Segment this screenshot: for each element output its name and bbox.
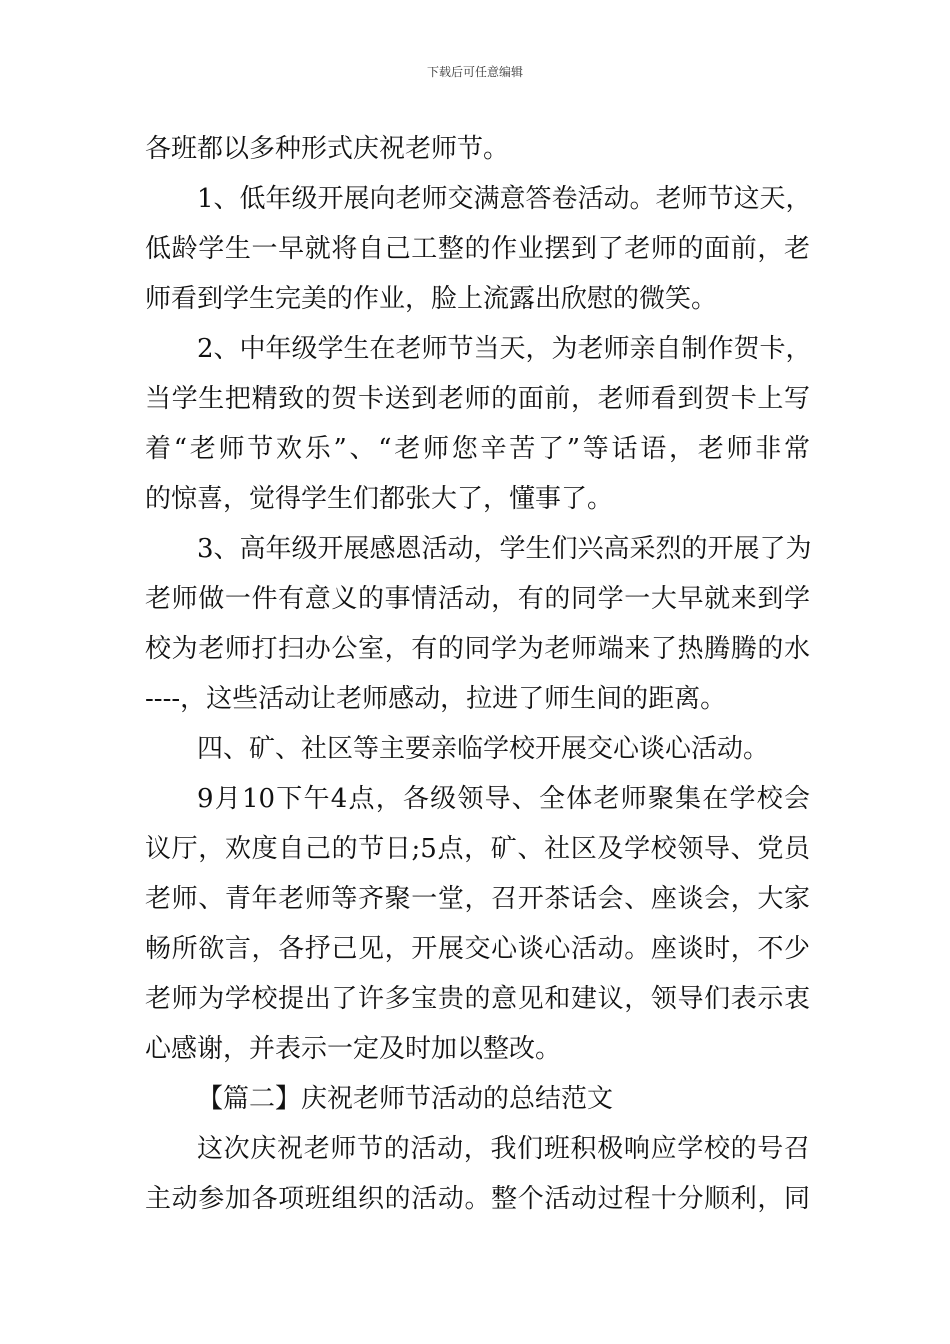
page-header: 下载后可任意编辑 [426,65,523,79]
text-line: 师看到学生完美的作业，脸上流露出欣慰的微笑。 [145,284,718,314]
text-line: 老师为学校提出了许多宝贵的意见和建议，领导们表示衷 [145,984,810,1014]
text-line: 老师、青年老师等齐聚一堂，召开茶话会、座谈会，大家 [145,884,810,914]
text-line: 四、矿、社区等主要亲临学校开展交心谈心活动。 [197,734,770,764]
text-line: 议厅，欢度自己的节日;5点，矿、社区及学校领导、党员 [145,834,810,864]
text-line: 各班都以多种形式庆祝老师节。 [145,134,510,164]
text-line: 主动参加各项班组织的活动。整个活动过程十分顺利，同 [145,1184,810,1214]
text-line: 老师做一件有意义的事情活动，有的同学一大早就来到学 [145,584,810,614]
text-line: 的惊喜，觉得学生们都张大了，懂事了。 [145,484,614,514]
text-line: ----，这些活动让老师感动，拉进了师生间的距离。 [145,684,727,714]
text-line: 9月10下午4点，各级领导、全体老师聚集在学校会 [197,784,810,814]
text-line: 1、低年级开展向老师交满意答卷活动。老师节这天， [197,184,812,214]
text-line: 3、高年级开展感恩活动，学生们兴高采烈的开展了为 [197,534,812,564]
text-line: 校为老师打扫办公室，有的同学为老师端来了热腾腾的水 [145,634,810,664]
text-line: 畅所欲言，各抒己见，开展交心谈心活动。座谈时，不少 [145,934,810,964]
text-line: 低龄学生一早就将自己工整的作业摆到了老师的面前，老 [145,234,810,264]
text-line: 着“老师节欢乐”、“老师您辛苦了”等话语，老师非常 [145,434,810,464]
text-line: 心感谢，并表示一定及时加以整改。 [145,1034,562,1064]
document-body [145,124,810,1224]
text-line: 当学生把精致的贺卡送到老师的面前，老师看到贺卡上写 [145,384,810,414]
text-line: 【篇二】庆祝老师节活动的总结范文 [197,1084,614,1114]
text-line: 2、中年级学生在老师节当天，为老师亲自制作贺卡， [197,334,812,364]
text-line: 这次庆祝老师节的活动，我们班积极响应学校的号召 [197,1134,810,1164]
